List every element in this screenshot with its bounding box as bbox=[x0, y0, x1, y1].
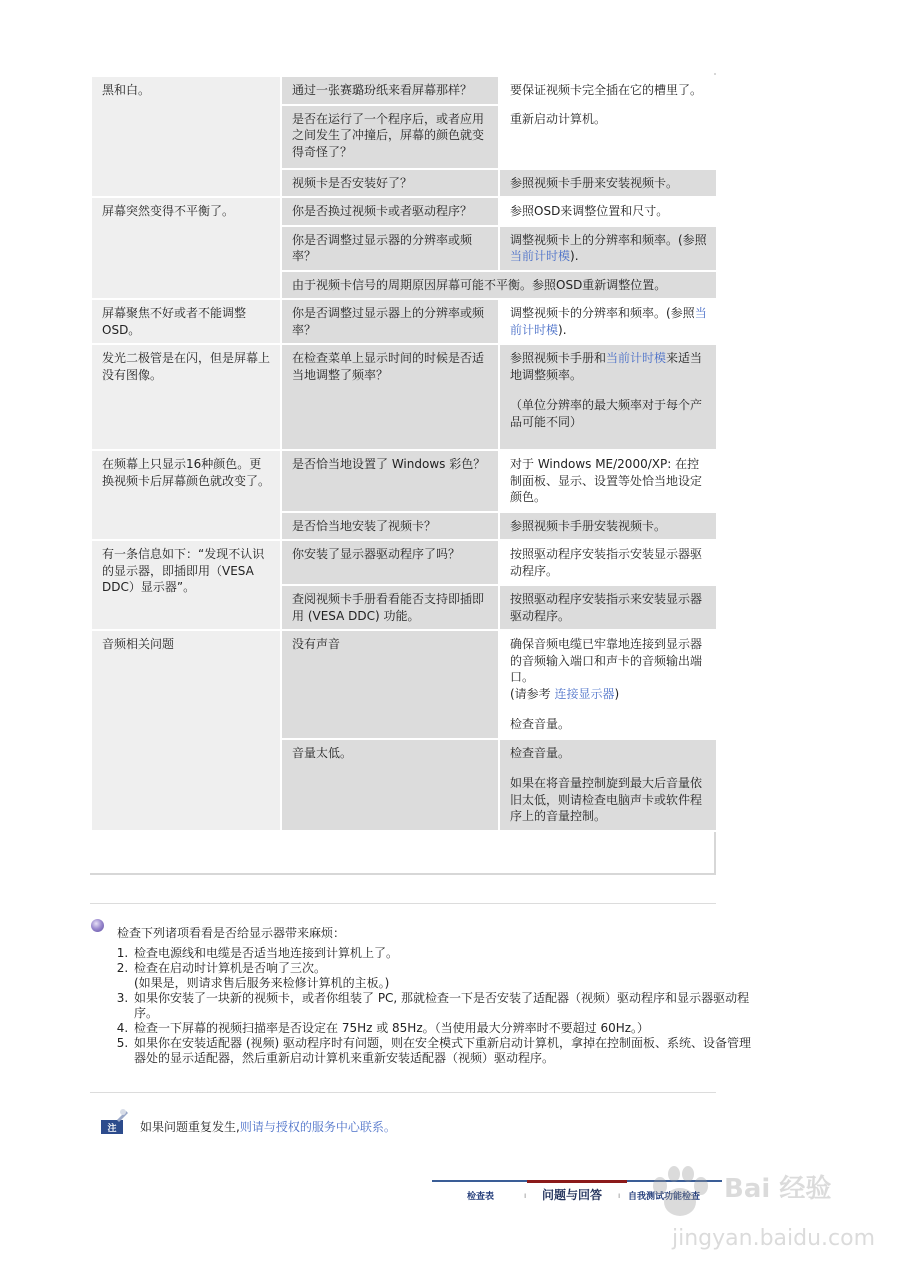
table-row bbox=[91, 344, 717, 450]
checklist bbox=[104, 946, 752, 1066]
table-row bbox=[91, 197, 717, 226]
nav-separator: ı bbox=[618, 1191, 621, 1200]
check-cell: 是否恰当地安装了视频卡？ bbox=[281, 512, 499, 541]
nav-active-indicator bbox=[527, 1180, 627, 1183]
solution-text: 调整视频卡上的分辨率和频率。(参照 bbox=[510, 232, 707, 247]
check-cell: 视频卡是否安装好了？ bbox=[281, 169, 499, 198]
note-text bbox=[140, 1118, 396, 1135]
solution-text: 参照视频卡手册和 bbox=[510, 351, 607, 365]
solution-cell bbox=[499, 299, 717, 344]
checklist-intro: 检查下列诸项看看是否给显示器带来麻烦： bbox=[117, 926, 346, 940]
divider bbox=[90, 1092, 716, 1093]
timing-mode-link[interactable]: 当前计时模 bbox=[606, 351, 667, 365]
solution-cell: 按照驱动程序安装指示来安装显示器驱动程序。 bbox=[499, 585, 717, 630]
solution-text: 检查音量。 bbox=[510, 745, 571, 760]
solution-cell: 对于 Windows ME/2000/XP: 在控制面板、显示、设置等处恰当地设定颜色。 bbox=[499, 450, 717, 512]
solution-cell: 参照视频卡手册安装视频卡。 bbox=[499, 512, 717, 541]
symptom-cell: 音频相关问题 bbox=[91, 630, 281, 831]
merged-note-cell: 由于视频卡信号的周期原因屏幕可能不平衡。参照OSD重新调整位置。 bbox=[281, 271, 717, 300]
solution-text-end: ). bbox=[570, 249, 579, 263]
nav-self-test[interactable]: 自我测试功能检查 bbox=[628, 1192, 701, 1202]
list-item: 1. 检查电源线和电缆是否适当地连接到计算机上了。 bbox=[132, 946, 752, 961]
solution-cell bbox=[499, 630, 717, 739]
solution-cell: 按照驱动程序安装指示安装显示器驱动程序。 bbox=[499, 540, 717, 585]
solution-cell bbox=[499, 226, 717, 271]
nav-qa[interactable]: 问题与回答 bbox=[542, 1188, 603, 1202]
divider bbox=[90, 903, 716, 904]
check-cell: 在检查菜单上显示时间的时候是否适当地调整了频率？ bbox=[281, 344, 499, 450]
service-center-link[interactable]: 则请与授权的服务中心联系。 bbox=[239, 1120, 396, 1134]
note-sentence: 如果问题重复发生, bbox=[140, 1120, 240, 1134]
list-item: 3. 如果你安装了一块新的视频卡，或者你组装了 PC, 那就检查一下是否安装了适配器（视频）驱动程序和显示器驱动程序。 bbox=[132, 991, 752, 1021]
table-row bbox=[91, 630, 717, 739]
symptom-cell: 屏幕聚焦不好或者不能调整OSD。 bbox=[91, 299, 281, 344]
check-cell: 通过一张赛璐玢纸来看屏幕那样？ bbox=[281, 76, 499, 105]
list-item: 5. 如果你在安装适配器 (视频) 驱动程序时有问题，则在安全模式下重新启动计算机，拿掉在控制面板、系统、设备管理器处的显示适配器，然后重新启动计算机来重新安装适配器（视频）驱动程序。 bbox=[132, 1036, 752, 1066]
list-item: 4. 检查一下屏幕的视频扫描率是否设定在 75Hz 或 85Hz。（当使用最大分辨率时不要超过 60Hz。） bbox=[132, 1021, 752, 1036]
check-cell: 没有声音 bbox=[281, 630, 499, 739]
note-icon bbox=[101, 1108, 129, 1134]
table-row bbox=[91, 76, 717, 105]
check-cell: 你是否调整过显示器的分辨率或频率？ bbox=[281, 226, 499, 271]
list-item-text: 检查在启动时计算机是否响了三次。 bbox=[134, 961, 327, 975]
solution-text-end: 来适当地调整频率。 bbox=[510, 351, 703, 382]
check-cell: 你是否调整过显示器上的分辨率或频率？ bbox=[281, 299, 499, 344]
timing-mode-link[interactable]: 当前计时模 bbox=[510, 306, 707, 337]
watermark bbox=[638, 1162, 878, 1272]
nav-separator: ı bbox=[524, 1191, 527, 1200]
symptom-cell: 发光二极管是在闪，但是屏幕上没有图像。 bbox=[91, 344, 281, 450]
note-icon-label: 注 bbox=[107, 1124, 117, 1134]
connect-monitor-link[interactable]: 连接显示器 bbox=[554, 686, 615, 701]
watermark-brand: Bai 经验 bbox=[724, 1174, 832, 1204]
check-cell: 音量太低。 bbox=[281, 739, 499, 831]
solution-cell bbox=[499, 739, 717, 831]
symptom-cell: 黑和白。 bbox=[91, 76, 281, 197]
solution-extra: 检查音量。 bbox=[510, 717, 571, 731]
troubleshooting-table bbox=[90, 75, 718, 832]
solution-text: 确保音频电缆已牢靠地连接到显示器的音频输入端口和声卡的音频输出端口。 bbox=[510, 637, 703, 684]
solution-cell: 参照视频卡手册来安装视频卡。 bbox=[499, 169, 717, 198]
list-item bbox=[132, 961, 752, 991]
solution-text: 调整视频卡的分辨率和频率。(参照 bbox=[510, 306, 695, 320]
solution-text-end: ). bbox=[558, 322, 567, 337]
check-cell: 是否恰当地设置了 Windows 彩色？ bbox=[281, 450, 499, 512]
list-item-subtext: (如果是，则请求售后服务来检修计算机的主板。) bbox=[134, 976, 390, 990]
watermark-url: jingyan.baidu.com bbox=[672, 1226, 876, 1251]
table-row bbox=[91, 540, 717, 585]
check-cell: 查阅视频卡手册看看能否支持即插即用 (VESA DDC) 功能。 bbox=[281, 585, 499, 630]
solution-cell: 参照OSD来调整位置和尺寸。 bbox=[499, 197, 717, 226]
check-cell: 是否在运行了一个程序后，或者应用之间发生了冲撞后，屏幕的颜色就变得奇怪了？ bbox=[281, 105, 499, 169]
timing-mode-link[interactable]: 当前计时模 bbox=[510, 249, 571, 263]
nav-checklist[interactable]: 检查表 bbox=[467, 1192, 495, 1202]
solution-cell bbox=[499, 344, 717, 450]
solution-note: （单位分辨率的最大频率对于每个产品可能不同） bbox=[510, 398, 703, 429]
bullet-orb-icon bbox=[91, 919, 104, 932]
solution-cell: 重新启动计算机。 bbox=[499, 105, 717, 169]
symptom-cell: 在频幕上只显示16种颜色。更换视频卡后屏幕颜色就改变了。 bbox=[91, 450, 281, 540]
paw-logo-icon bbox=[638, 1162, 722, 1222]
table-row bbox=[91, 450, 717, 512]
symptom-cell: 有一条信息如下：“发现不认识的显示器，即插即用（VESA DDC）显示器”。 bbox=[91, 540, 281, 630]
check-cell: 你安装了显示器驱动程序了吗？ bbox=[281, 540, 499, 585]
solution-ref: (请参考 bbox=[510, 686, 555, 701]
check-cell: 你是否换过视频卡或者驱动程序？ bbox=[281, 197, 499, 226]
table-row bbox=[91, 299, 717, 344]
solution-ref-end: ) bbox=[614, 686, 620, 701]
symptom-cell: 屏幕突然变得不平衡了。 bbox=[91, 197, 281, 299]
solution-cell: 要保证视频卡完全插在它的槽里了。 bbox=[499, 76, 717, 105]
solution-extra: 如果在将音量控制旋到最大后音量依旧太低，则请检查电脑声卡或软件程序上的音量控制。 bbox=[510, 776, 703, 823]
